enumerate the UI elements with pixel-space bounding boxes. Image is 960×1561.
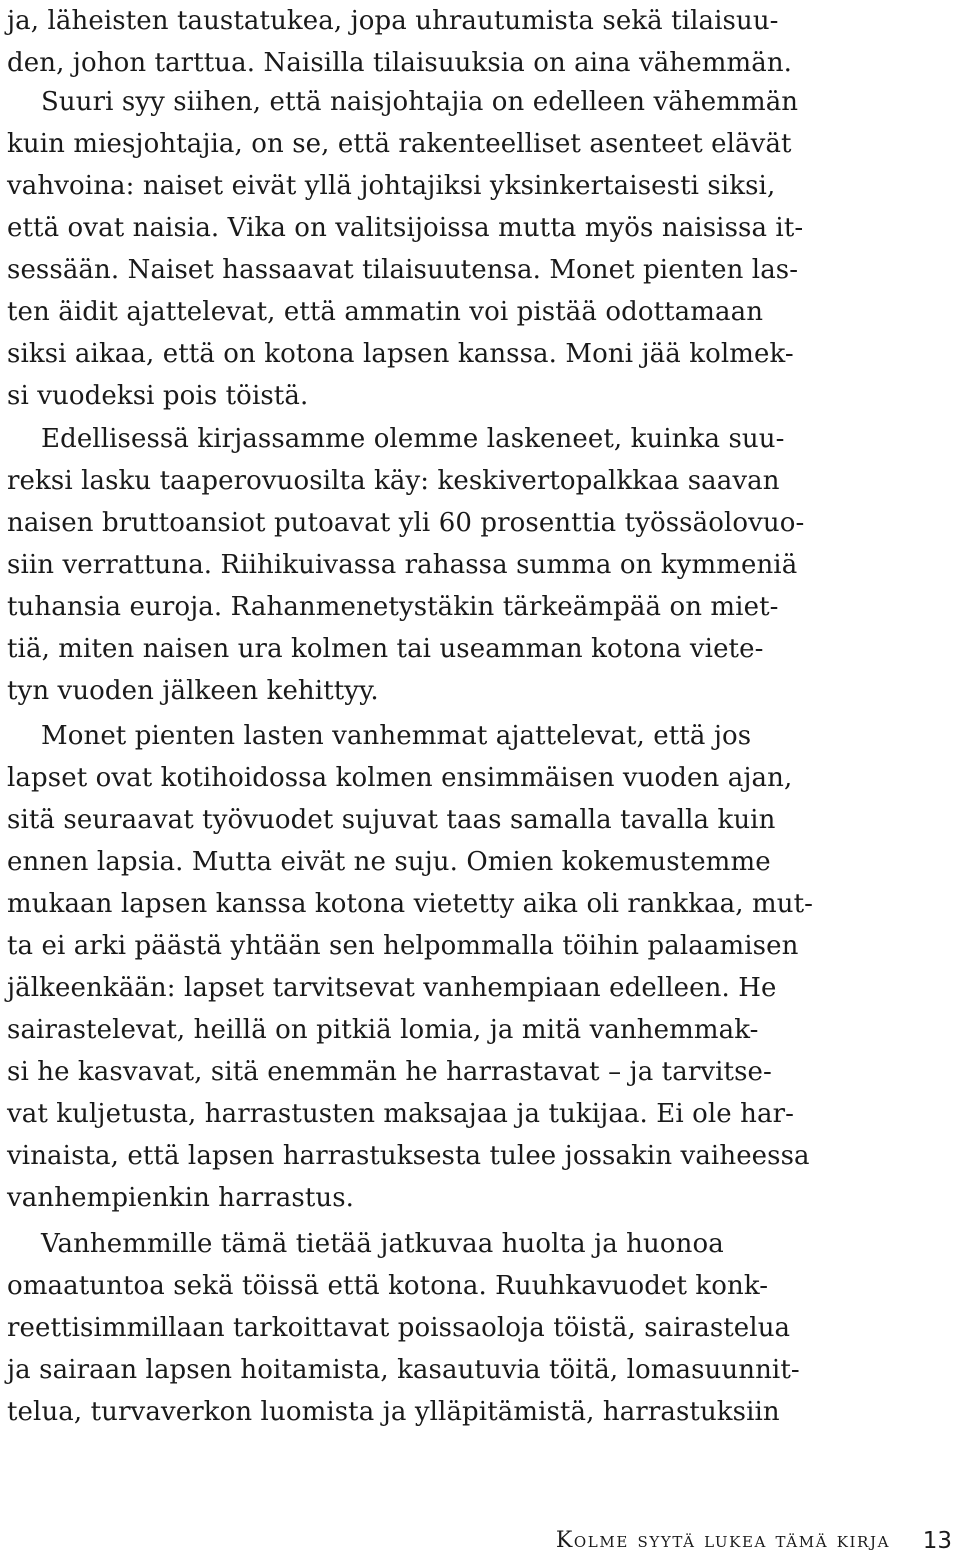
text-line: tuhansia euroja. Rahanmenetystäkin tärkeämpää on miet- (7, 592, 779, 622)
text-line: naisen bruttoansiot putoavat yli 60 prosenttia työssäolovuo- (7, 508, 805, 538)
text-line: lapset ovat kotihoidossa kolmen ensimmäisen vuoden ajan, (7, 763, 793, 793)
text-line: si he kasvavat, sitä enemmän he harrastavat – ja tarvitse- (7, 1057, 772, 1087)
text-line: kuin miesjohtajia, on se, että rakenteelliset asenteet elävät (7, 129, 792, 159)
text-line: den, johon tarttua. Naisilla tilaisuuksia on aina vähemmän. (7, 48, 793, 78)
text-line: vinaista, että lapsen harrastuksesta tulee jossakin vaiheessa (7, 1141, 810, 1171)
page-footer (0, 1521, 960, 1561)
text-line: siin verrattuna. Riihikuivassa rahassa summa on kymmeniä (7, 550, 798, 580)
text-line: vanhempienkin harrastus. (7, 1183, 355, 1213)
text-line: ja sairaan lapsen hoitamista, kasautuvia töitä, lomasuunnit- (7, 1355, 800, 1385)
text-line: telua, turvaverkon luomista ja ylläpitämistä, harrastuksiin (7, 1397, 780, 1427)
text-line: ennen lapsia. Mutta eivät ne suju. Omien kokemustemme (7, 847, 771, 877)
text-line: että ovat naisia. Vika on valitsijoissa mutta myös naisissa it- (7, 213, 804, 243)
text-line: jälkeenkään: lapset tarvitsevat vanhempiaan edelleen. He (7, 973, 777, 1003)
text-line: sessään. Naiset hassaavat tilaisuutensa. Monet pienten las- (7, 255, 799, 285)
text-line: Suuri syy siihen, että naisjohtajia on edelleen vähemmän (41, 87, 799, 117)
page-number: 13 (922, 1528, 952, 1554)
text-line: Monet pienten lasten vanhemmat ajattelevat, että jos (41, 721, 752, 751)
text-line: omaatuntoa sekä töissä että kotona. Ruuhkavuodet konk- (7, 1271, 769, 1301)
text-line: siksi aikaa, että on kotona lapsen kanssa. Moni jää kolmek- (7, 339, 794, 369)
text-line: Vanhemmille tämä tietää jatkuvaa huolta ja huonoa (41, 1229, 724, 1259)
text-line: vahvoina: naiset eivät yllä johtajiksi yksinkertaisesti siksi, (7, 171, 776, 201)
text-line: mukaan lapsen kanssa kotona vietetty aika oli rankkaa, mut- (7, 889, 814, 919)
text-line: ja, läheisten taustatukea, jopa uhrautumista sekä tilaisuu- (7, 6, 779, 36)
text-line: ten äidit ajattelevat, että ammatin voi pistää odottamaan (7, 297, 764, 327)
text-line: Edellisessä kirjassamme olemme laskeneet, kuinka suu- (41, 424, 785, 454)
text-line: sitä seuraavat työvuodet sujuvat taas samalla tavalla kuin (7, 805, 776, 835)
text-line: sairastelevat, heillä on pitkiä lomia, ja mitä vanhemmak- (7, 1015, 759, 1045)
text-line: ta ei arki päästä yhtään sen helpommalla töihin palaamisen (7, 931, 799, 961)
text-line: reksi lasku taaperovuosilta käy: keskivertopalkkaa saavan (7, 466, 780, 496)
text-line: tyn vuoden jälkeen kehittyy. (7, 676, 379, 706)
text-line: si vuodeksi pois töistä. (7, 381, 309, 411)
text-line: vat kuljetusta, harrastusten maksajaa ja tukijaa. Ei ole har- (7, 1099, 795, 1129)
text-line: tiä, miten naisen ura kolmen tai useamman kotona viete- (7, 634, 764, 664)
running-title: Kolme syytä lukea tämä kirja (555, 1528, 890, 1553)
text-line: reettisimmillaan tarkoittavat poissaoloja töistä, sairastelua (7, 1313, 791, 1343)
